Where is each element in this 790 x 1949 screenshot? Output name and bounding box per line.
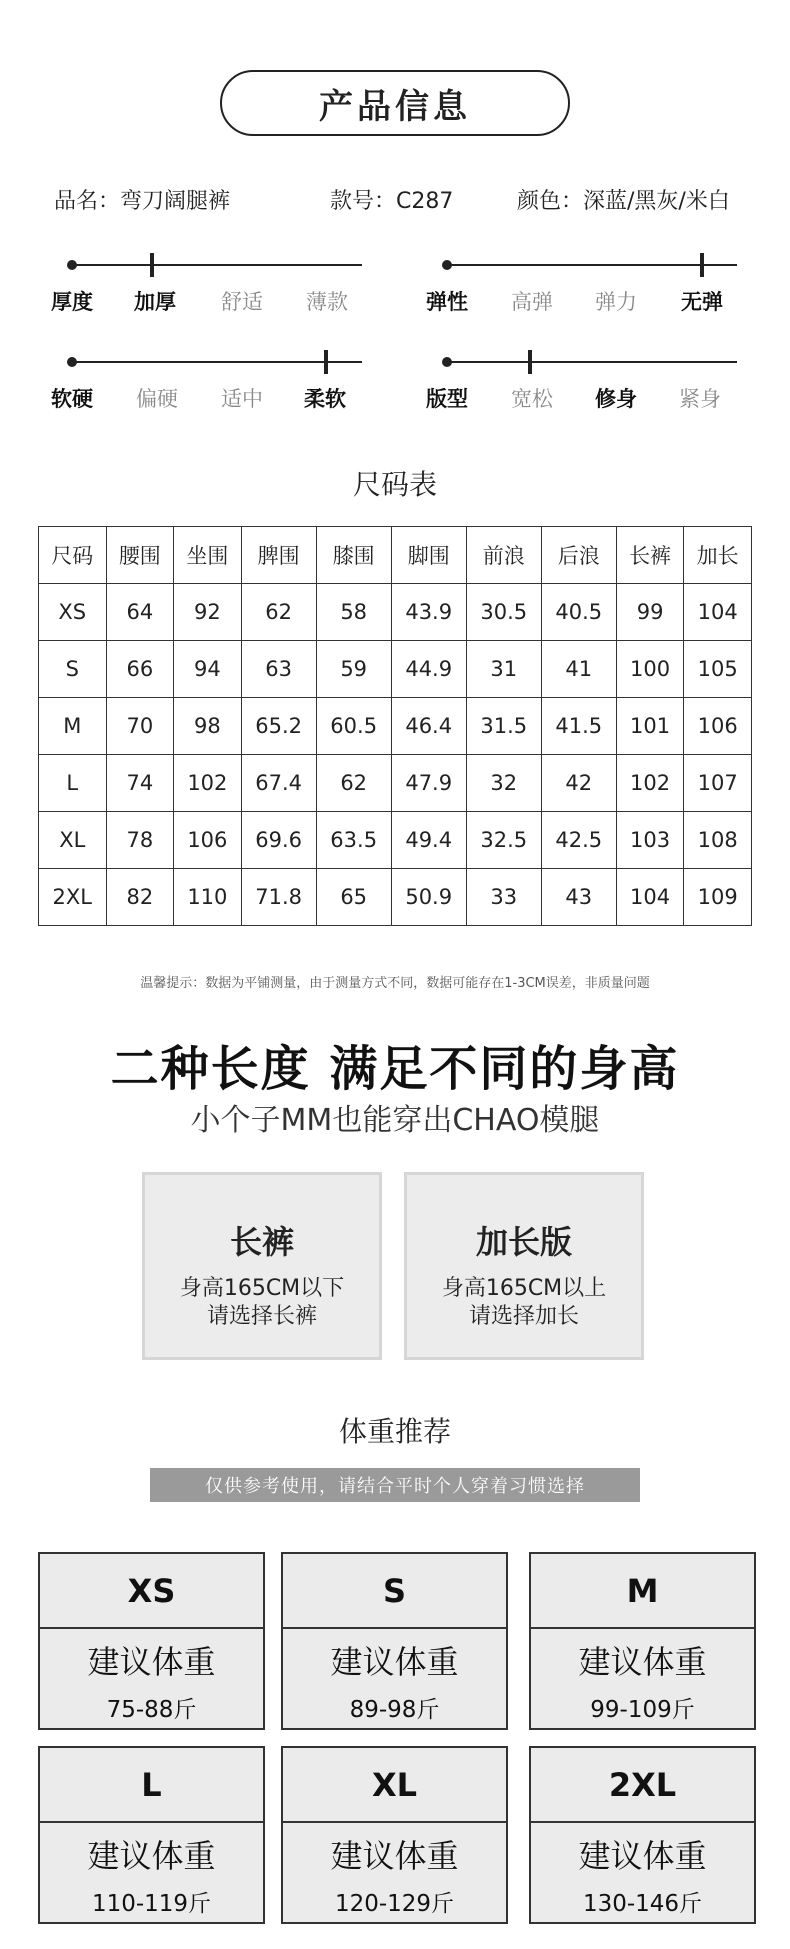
scale-option: 紧身: [679, 387, 721, 411]
size-table: [38, 526, 752, 926]
size-table-cell: 101: [616, 698, 684, 755]
size-table-cell: 41: [541, 641, 616, 698]
size-table-cell: 31.5: [466, 698, 541, 755]
size-table-cell: 64: [106, 584, 174, 641]
weight-card-range: 120-129斤: [334, 1891, 455, 1917]
size-table-header-cell: 脚围: [391, 527, 466, 584]
size-table-cell: L: [39, 755, 107, 812]
size-table-cell: XL: [39, 812, 107, 869]
size-table-cell: 105: [684, 641, 752, 698]
weight-card-range: 110-119斤: [91, 1891, 212, 1917]
weight-card-2xl: [529, 1746, 756, 1924]
weight-card-range: 99-109斤: [590, 1697, 695, 1723]
size-table-cell: 49.4: [391, 812, 466, 869]
size-table-row: [39, 812, 752, 869]
scale-option: 宽松: [511, 387, 553, 411]
weight-card-size: XL: [283, 1748, 506, 1823]
scale-option: 偏硬: [136, 387, 178, 411]
lengths-heading: 二种长度 满足不同的身高: [110, 1041, 680, 1097]
size-table-cell: 69.6: [241, 812, 316, 869]
size-table-cell: 74: [106, 755, 174, 812]
scale-label: 软硬: [51, 387, 93, 411]
size-table-cell: S: [39, 641, 107, 698]
size-table-cell: 102: [616, 755, 684, 812]
size-table-header-cell: 后浪: [541, 527, 616, 584]
size-table-cell: 65.2: [241, 698, 316, 755]
size-table-header-cell: 尺码: [39, 527, 107, 584]
length-option-line1: 身高165CM以下: [179, 1276, 345, 1301]
size-table-cell: 108: [684, 812, 752, 869]
product-code: 款号：C287: [330, 189, 454, 214]
size-table-cell: 110: [174, 869, 242, 926]
size-table-cell: 104: [684, 584, 752, 641]
size-table-cell: 62: [316, 755, 391, 812]
size-table-cell: 32.5: [466, 812, 541, 869]
size-table-cell: 30.5: [466, 584, 541, 641]
size-table-header-cell: 膝围: [316, 527, 391, 584]
size-table-cell: 42.5: [541, 812, 616, 869]
scale-option: 修身: [595, 387, 637, 411]
size-table-cell: 92: [174, 584, 242, 641]
weight-card-range: 75-88斤: [106, 1697, 197, 1723]
size-table-cell: 70: [106, 698, 174, 755]
scale-option: 薄款: [306, 290, 348, 314]
scale-label: 厚度: [51, 290, 93, 314]
weight-card-s: [281, 1552, 508, 1730]
size-table-cell: 106: [684, 698, 752, 755]
size-table-title: 尺码表: [352, 468, 437, 501]
size-table-cell: 78: [106, 812, 174, 869]
size-table-cell: 31: [466, 641, 541, 698]
scale-option: 高弹: [511, 290, 553, 314]
length-option-line1: 身高165CM以上: [441, 1276, 607, 1301]
section-title-product-info: 产品信息: [220, 70, 570, 136]
size-table-cell: XS: [39, 584, 107, 641]
weight-card-size: 2XL: [531, 1748, 754, 1823]
scale-option: 适中: [221, 387, 263, 411]
weight-disclaimer-banner: 仅供参考使用，请结合平时个人穿着习惯选择: [150, 1468, 640, 1502]
length-option-long: [404, 1172, 644, 1360]
weight-card-label: 建议体重: [578, 1643, 707, 1681]
size-table-cell: 102: [174, 755, 242, 812]
weight-card-label: 建议体重: [87, 1643, 216, 1681]
weight-card-size: S: [283, 1554, 506, 1629]
size-table-cell: 42: [541, 755, 616, 812]
weight-card-label: 建议体重: [87, 1837, 216, 1875]
length-option-regular: [142, 1172, 382, 1360]
measurement-note: 温馨提示：数据为平铺测量，由于测量方式不同，数据可能存在1-3CM误差，非质量问题: [140, 976, 650, 991]
scale-marker: [528, 350, 532, 374]
size-table-cell: 94: [174, 641, 242, 698]
scale-marker: [150, 253, 154, 277]
size-table-cell: 98: [174, 698, 242, 755]
size-table-cell: 43.9: [391, 584, 466, 641]
size-table-cell: 65: [316, 869, 391, 926]
size-table-cell: 32: [466, 755, 541, 812]
scale-line: [447, 361, 737, 363]
scale-option: 加厚: [134, 290, 176, 314]
size-table-cell: 103: [616, 812, 684, 869]
size-table-cell: 82: [106, 869, 174, 926]
scale-line: [72, 264, 362, 266]
lengths-subheading: 小个子MM也能穿出CHAO模腿: [190, 1103, 600, 1138]
scale-line: [447, 264, 737, 266]
size-table-cell: 47.9: [391, 755, 466, 812]
size-table-cell: 63.5: [316, 812, 391, 869]
scale-label: 弹性: [426, 290, 468, 314]
size-table-cell: 107: [684, 755, 752, 812]
weight-card-size: M: [531, 1554, 754, 1629]
weight-card-size: L: [40, 1748, 263, 1823]
size-table-cell: 63: [241, 641, 316, 698]
size-table-row: [39, 755, 752, 812]
size-table-row: [39, 584, 752, 641]
size-table-cell: 106: [174, 812, 242, 869]
scale-option: 舒适: [221, 290, 263, 314]
length-option-title: 加长版: [475, 1223, 572, 1261]
weight-card-range: 130-146斤: [582, 1891, 703, 1917]
size-table-header-cell: 加长: [684, 527, 752, 584]
size-table-cell: 41.5: [541, 698, 616, 755]
scale-option: 无弹: [681, 290, 723, 314]
size-table-row: [39, 641, 752, 698]
size-table-cell: 40.5: [541, 584, 616, 641]
size-table-cell: 50.9: [391, 869, 466, 926]
size-table-cell: 44.9: [391, 641, 466, 698]
scale-option: 柔软: [304, 387, 346, 411]
size-table-header-row: [39, 527, 752, 584]
weight-card-m: [529, 1552, 756, 1730]
size-table-cell: 43: [541, 869, 616, 926]
size-table-cell: 109: [684, 869, 752, 926]
product-name: 品名：弯刀阔腿裤: [54, 189, 231, 214]
product-colors: 颜色：深蓝/黑灰/米白: [517, 189, 730, 214]
size-table-cell: 58: [316, 584, 391, 641]
size-table-cell: 71.8: [241, 869, 316, 926]
size-table-header-cell: 脾围: [241, 527, 316, 584]
size-table-cell: 33: [466, 869, 541, 926]
length-option-line2: 请选择长裤: [206, 1304, 317, 1329]
size-table-cell: 60.5: [316, 698, 391, 755]
size-table-cell: 67.4: [241, 755, 316, 812]
scale-option: 弹力: [595, 290, 637, 314]
scale-line: [72, 361, 362, 363]
size-table-cell: 66: [106, 641, 174, 698]
size-table-cell: M: [39, 698, 107, 755]
size-table-header-cell: 前浪: [466, 527, 541, 584]
weight-card-range: 89-98斤: [349, 1697, 440, 1723]
size-table-row: [39, 869, 752, 926]
length-option-line2: 请选择加长: [468, 1304, 579, 1329]
size-table-cell: 62: [241, 584, 316, 641]
weight-card-l: [38, 1746, 265, 1924]
weight-card-label: 建议体重: [330, 1837, 459, 1875]
size-table-cell: 46.4: [391, 698, 466, 755]
size-table-cell: 59: [316, 641, 391, 698]
scale-marker: [700, 253, 704, 277]
length-option-title: 长裤: [229, 1223, 294, 1261]
size-table-header-cell: 坐围: [174, 527, 242, 584]
weight-card-label: 建议体重: [330, 1643, 459, 1681]
weight-section-title: 体重推荐: [338, 1415, 451, 1448]
weight-card-label: 建议体重: [578, 1837, 707, 1875]
size-table-header-cell: 长裤: [616, 527, 684, 584]
weight-card-size: XS: [40, 1554, 263, 1629]
size-table-cell: 104: [616, 869, 684, 926]
size-table-cell: 99: [616, 584, 684, 641]
scale-label: 版型: [426, 387, 468, 411]
size-table-cell: 2XL: [39, 869, 107, 926]
size-table-row: [39, 698, 752, 755]
size-table-cell: 100: [616, 641, 684, 698]
weight-card-xl: [281, 1746, 508, 1924]
scale-marker: [324, 350, 328, 374]
size-table-header-cell: 腰围: [106, 527, 174, 584]
weight-card-xs: [38, 1552, 265, 1730]
